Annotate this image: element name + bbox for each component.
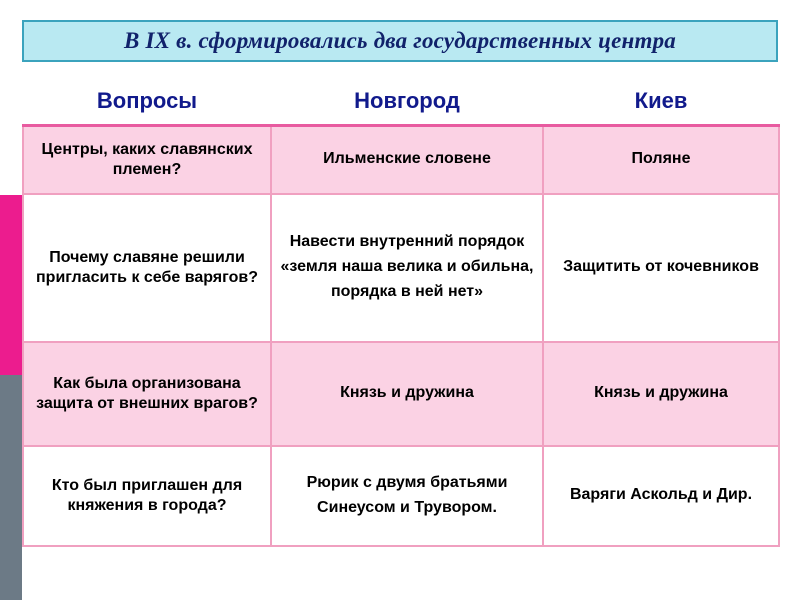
cell-novgorod: Князь и дружина (271, 342, 543, 446)
slide-title-banner (22, 20, 778, 62)
cell-kiev: Поляне (543, 126, 779, 194)
cell-question: Как была организована защита от внешних врагов? (23, 342, 271, 446)
cell-question: Центры, каких славянских племен? (23, 126, 271, 194)
cell-novgorod: Навести внутренний порядок «земля наша велика и обильна, порядка в ней нет» (271, 194, 543, 342)
table-row (23, 446, 779, 546)
table-header-row (23, 80, 779, 126)
cell-question: Кто был приглашен для княжения в города? (23, 446, 271, 546)
table-row (23, 342, 779, 446)
cell-question: Почему славяне решили пригласить к себе варягов? (23, 194, 271, 342)
comparison-table (22, 80, 780, 547)
cell-kiev: Князь и дружина (543, 342, 779, 446)
column-header-novgorod: Новгород (271, 80, 543, 126)
cell-kiev: Защитить от кочевников (543, 194, 779, 342)
stripe-segment-white (0, 0, 22, 195)
table-body (23, 126, 779, 546)
cell-kiev: Варяги Аскольд и Дир. (543, 446, 779, 546)
table-row (23, 126, 779, 194)
stripe-segment-grey (0, 375, 22, 600)
cell-novgorod: Рюрик с двумя братьями Синеусом и Трувором. (271, 446, 543, 546)
table-row (23, 194, 779, 342)
cell-novgorod: Ильменские словене (271, 126, 543, 194)
column-header-kiev: Киев (543, 80, 779, 126)
column-header-questions: Вопросы (23, 80, 271, 126)
table-header (23, 80, 779, 126)
stripe-segment-pink (0, 195, 22, 375)
left-decorative-stripe (0, 0, 22, 600)
slide-title: В IX в. сформировались два государственных центра (124, 28, 676, 53)
